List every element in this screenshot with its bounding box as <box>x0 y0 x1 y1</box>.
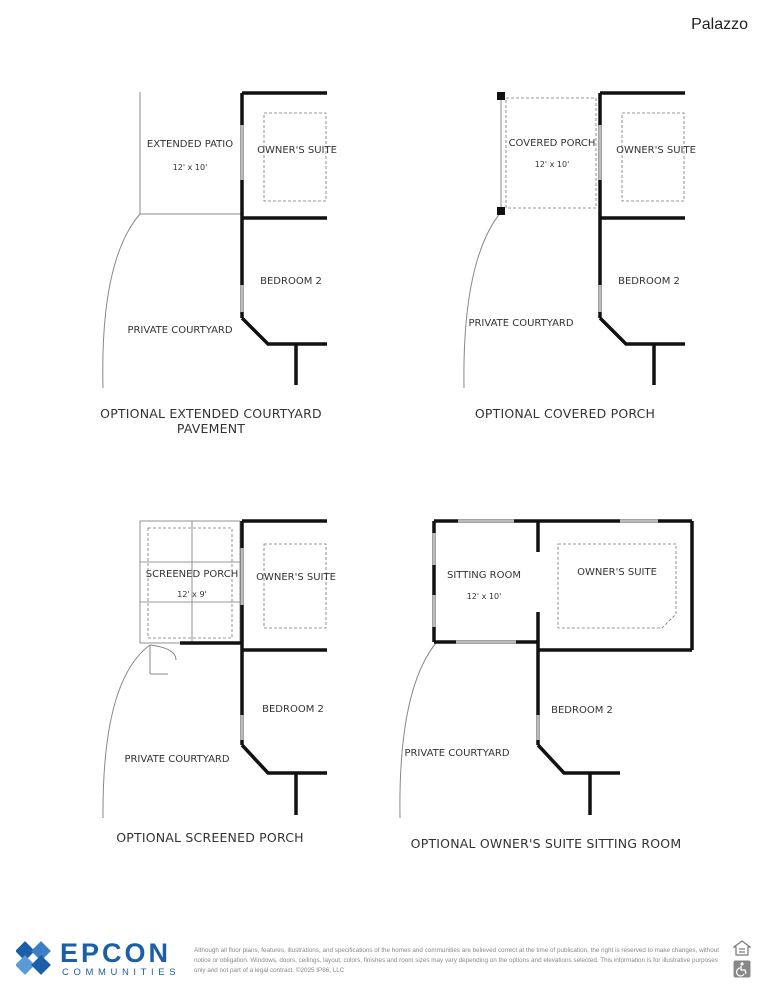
room-label-bedroom: BEDROOM 2 <box>618 276 680 287</box>
plan-covered-porch <box>455 88 695 393</box>
room-label-courtyard: PRIVATE COURTYARD <box>124 754 230 765</box>
room-label-courtyard: PRIVATE COURTYARD <box>127 325 233 336</box>
plan-caption: OPTIONAL SCREENED PORCH <box>116 830 304 845</box>
room-dimension: 12' x 10' <box>466 592 502 601</box>
brand-subtitle: COMMUNITIES <box>62 967 181 978</box>
plan-caption: OPTIONAL OWNER'S SUITE SITTING ROOM <box>410 836 682 851</box>
equal-housing-icon <box>733 940 751 956</box>
room-label-courtyard: PRIVATE COURTYARD <box>404 748 510 759</box>
compliance-icons <box>733 940 751 978</box>
room-label-owners-suite: OWNER'S SUITE <box>577 567 657 578</box>
room-label-owners-suite: OWNER'S SUITE <box>256 572 336 583</box>
legal-disclaimer: Although all floor plans, features, illustrations, and specifications of the homes and communities are believed correct at the time of publication, the right is reserved to make changes, without notice or obligation. Windows, doors, ceilings, layout, colors, finishes and room sizes may vary depending on the options and elevations selected. This information is for illustrative purposes only and not part of a legal contract. ©2025 IP86, LLC <box>194 947 720 974</box>
room-label-patio: EXTENDED PATIO <box>146 139 234 150</box>
room-label-sitting: SITTING ROOM <box>446 570 522 581</box>
plan-extended-courtyard <box>95 88 335 393</box>
brand-name: EPCON <box>60 938 172 968</box>
room-label-bedroom: BEDROOM 2 <box>260 276 322 287</box>
room-label-owners-suite: OWNER'S SUITE <box>257 145 337 156</box>
page-title: Palazzo <box>691 16 748 33</box>
room-label-owners-suite: OWNER'S SUITE <box>616 145 696 156</box>
plan-screened-porch <box>95 515 335 820</box>
plan-caption: OPTIONAL EXTENDED COURTYARD PAVEMENT <box>100 406 322 436</box>
accessibility-icon <box>733 960 751 978</box>
room-dimension: 12' x 9' <box>177 590 207 599</box>
room-label-bedroom: BEDROOM 2 <box>262 704 324 715</box>
room-label-courtyard: PRIVATE COURTYARD <box>468 318 574 329</box>
room-label-porch: SCREENED PORCH <box>145 569 239 580</box>
room-label-bedroom: BEDROOM 2 <box>551 705 613 716</box>
epcon-logo-icon <box>16 938 56 978</box>
plan-sitting-room <box>395 515 700 820</box>
room-dimension: 12' x 10' <box>172 163 208 172</box>
room-dimension: 12' x 10' <box>534 160 570 169</box>
plan-caption: OPTIONAL COVERED PORCH <box>474 406 656 421</box>
room-label-porch: COVERED PORCH <box>508 138 596 149</box>
